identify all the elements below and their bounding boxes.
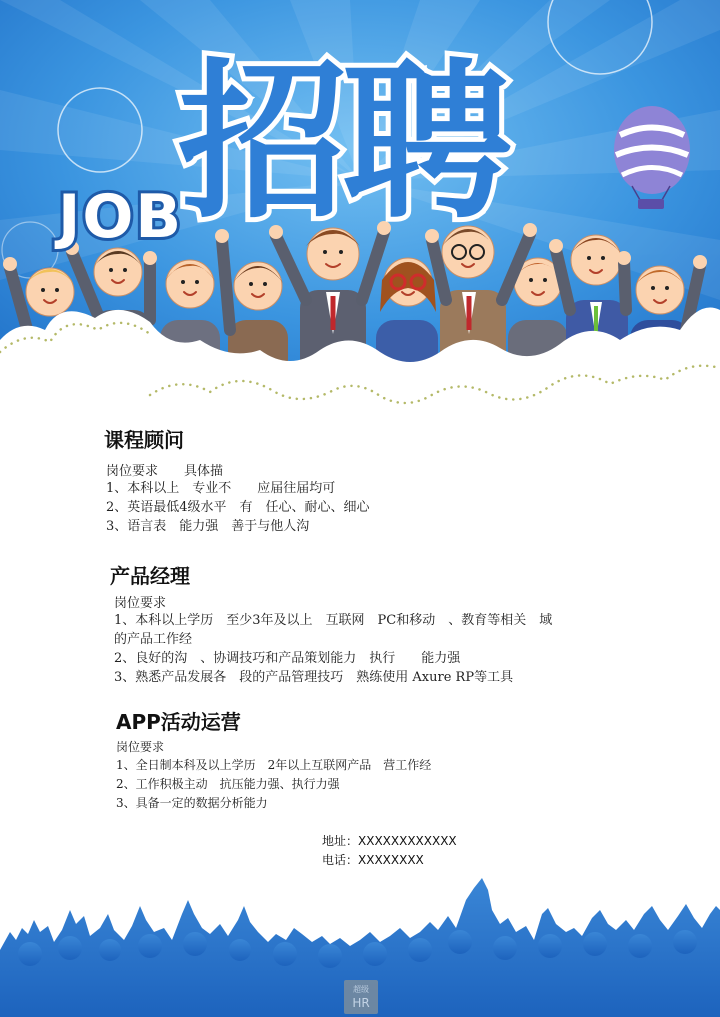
requirements-desc: 具体描	[184, 464, 224, 479]
section-title: 产品经理	[110, 564, 190, 588]
requirements-label: 岗位要求	[114, 596, 167, 611]
requirements-label: 岗位要求	[106, 464, 159, 479]
requirement-item: 的产品工作经	[114, 632, 193, 647]
recruitment-title: 招聘	[178, 44, 507, 242]
requirement-item: 3、熟悉产品发展各 段的产品管理技巧 熟练使用 Axure RP等工具	[114, 670, 514, 685]
requirement-item: 1、本科以上 专业不 应届往届均可	[106, 481, 336, 496]
requirement-item: 2、英语最低4级水平 有 任心、耐心、细心	[106, 500, 370, 515]
phone-text: 电话：XXXXXXXX	[322, 853, 424, 867]
section-title: APP活动运营	[116, 710, 241, 734]
watermark-line1: 超级	[353, 985, 369, 994]
requirements-list	[106, 479, 370, 536]
requirement-item: 2、良好的沟 、协调技巧和产品策划能力 执行 能力强	[114, 651, 461, 666]
section-title: 课程顾问	[104, 428, 184, 452]
requirements-list	[114, 611, 552, 687]
requirement-item: 3、具备一定的数据分析能力	[116, 796, 268, 810]
requirement-item: 1、本科以上学历 至少3年及以上 互联网 PC和移动 、教育等相关 域	[114, 613, 553, 628]
contact-info	[322, 832, 457, 870]
requirement-item: 2、工作积极主动 抗压能力强、执行力强	[116, 777, 340, 791]
requirement-item: 1、全日制本科及以上学历 2年以上互联网产品 营工作经	[116, 758, 432, 772]
requirements-label: 岗位要求	[116, 740, 165, 754]
requirement-item: 3、语言表 能力强 善于与他人沟	[106, 519, 310, 534]
address-text: 地址：XXXXXXXXXXXX	[322, 834, 457, 848]
job-label: JOB	[58, 182, 184, 252]
header-banner	[0, 0, 720, 420]
requirements-heading	[106, 460, 223, 479]
requirements-list	[116, 756, 431, 813]
watermark-badge	[344, 980, 378, 1014]
title-artwork	[0, 0, 720, 300]
watermark-line2: HR	[352, 996, 370, 1010]
